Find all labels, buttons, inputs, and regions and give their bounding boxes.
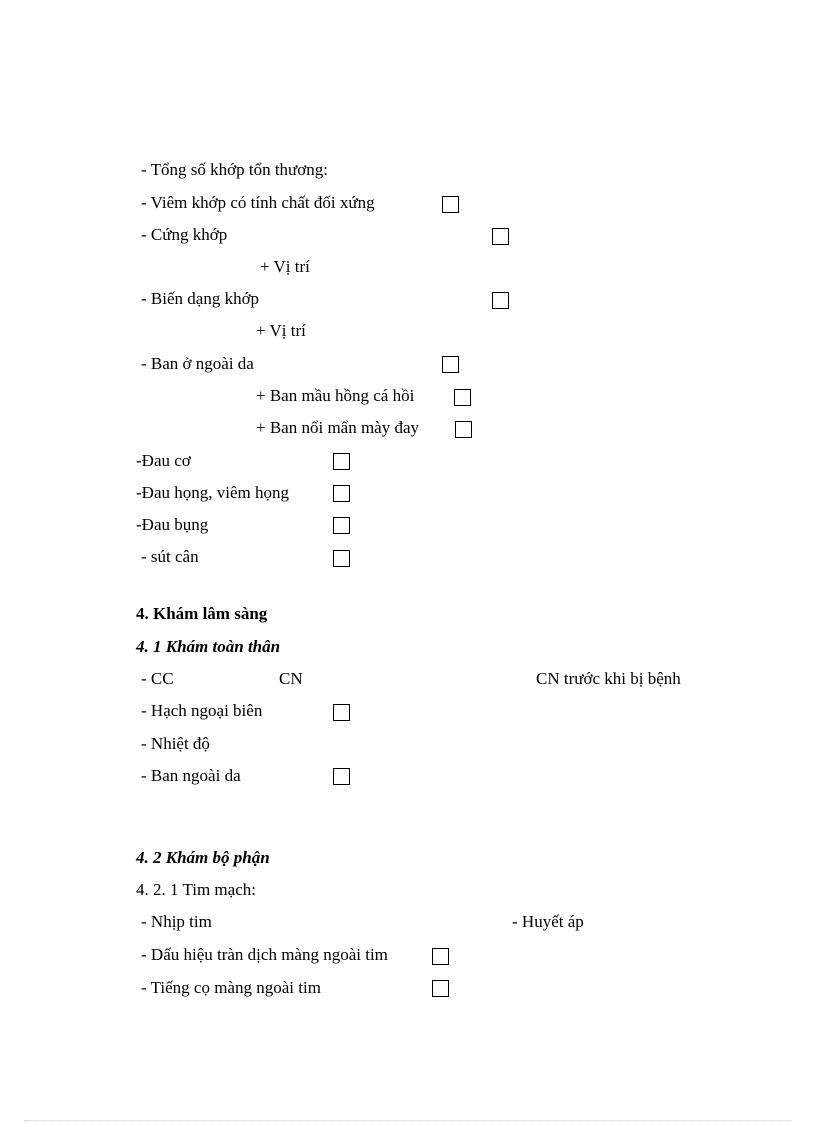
checkbox-ban-noi-man[interactable] [455, 421, 472, 438]
heading-tim-mach: 4. 2. 1 Tim mạch: [136, 880, 256, 899]
label-ban-mau-hong: + Ban mầu hồng cá hồi [256, 386, 415, 405]
checkbox-dau-bung[interactable] [333, 517, 350, 534]
heading-kham-bo-phan: 4. 2 Khám bộ phận [136, 848, 270, 867]
label-cc: - CC [141, 669, 174, 688]
checkbox-ban-ngoai-da-kham[interactable] [333, 768, 350, 785]
label-ban-noi-man: + Ban nổi mẩn mày đay [256, 418, 420, 437]
label-nhip-tim: - Nhịp tim [141, 912, 212, 931]
label-ban-ngoai-da-kham: - Ban ngoài da [141, 766, 241, 785]
label-sut-can: - sút cân [141, 547, 199, 566]
checkbox-cung-khop[interactable] [492, 228, 509, 245]
checkbox-viem-khop-doi-xung[interactable] [442, 196, 459, 213]
checkbox-ban-mau-hong[interactable] [454, 389, 471, 406]
label-cn: CN [279, 669, 303, 688]
label-cn-truoc-khi-bi-benh: CN trước khi bị bệnh [536, 669, 681, 688]
checkbox-sut-can[interactable] [333, 550, 350, 567]
label-cung-khop: - Cứng khớp [141, 225, 228, 244]
heading-kham-lam-sang: 4. Khám lâm sàng [136, 604, 268, 623]
label-dau-bung: -Đau bụng [136, 515, 209, 534]
label-huyet-ap: - Huyết áp [512, 912, 584, 931]
checkbox-bien-dang-khop[interactable] [492, 292, 509, 309]
label-tong-so-khop: - Tổng số khớp tổn thương: [141, 160, 328, 179]
label-bien-dang-vi-tri: + Vị trí [256, 321, 306, 340]
heading-kham-toan-than: 4. 1 Khám toàn thân [136, 637, 281, 656]
checkbox-tran-dich-mang-ngoai-tim[interactable] [432, 948, 449, 965]
checkbox-tieng-co-mang-ngoai-tim[interactable] [432, 980, 449, 997]
label-tran-dich-mang-ngoai-tim: - Dấu hiệu tràn dịch màng ngoài tim [141, 945, 388, 964]
checkbox-hach-ngoai-bien[interactable] [333, 704, 350, 721]
label-dau-hong: -Đau họng, viêm họng [136, 483, 289, 502]
label-dau-co: -Đau cơ [136, 451, 191, 470]
checkbox-dau-co[interactable] [333, 453, 350, 470]
label-viem-khop-doi-xung: - Viêm khớp có tính chất đối xứng [141, 193, 375, 212]
page-bottom-divider [24, 1120, 792, 1121]
checkbox-ban-ngoai-da[interactable] [442, 356, 459, 373]
label-hach-ngoai-bien: - Hạch ngoại biên [141, 701, 263, 720]
label-nhiet-do: - Nhiệt độ [141, 734, 210, 753]
label-cung-khop-vi-tri: + Vị trí [260, 257, 310, 276]
checkbox-dau-hong[interactable] [333, 485, 350, 502]
label-ban-ngoai-da: - Ban ở ngoài da [141, 354, 254, 373]
label-bien-dang-khop: - Biến dạng khớp [141, 289, 260, 308]
label-tieng-co-mang-ngoai-tim: - Tiếng cọ màng ngoài tim [141, 978, 321, 997]
